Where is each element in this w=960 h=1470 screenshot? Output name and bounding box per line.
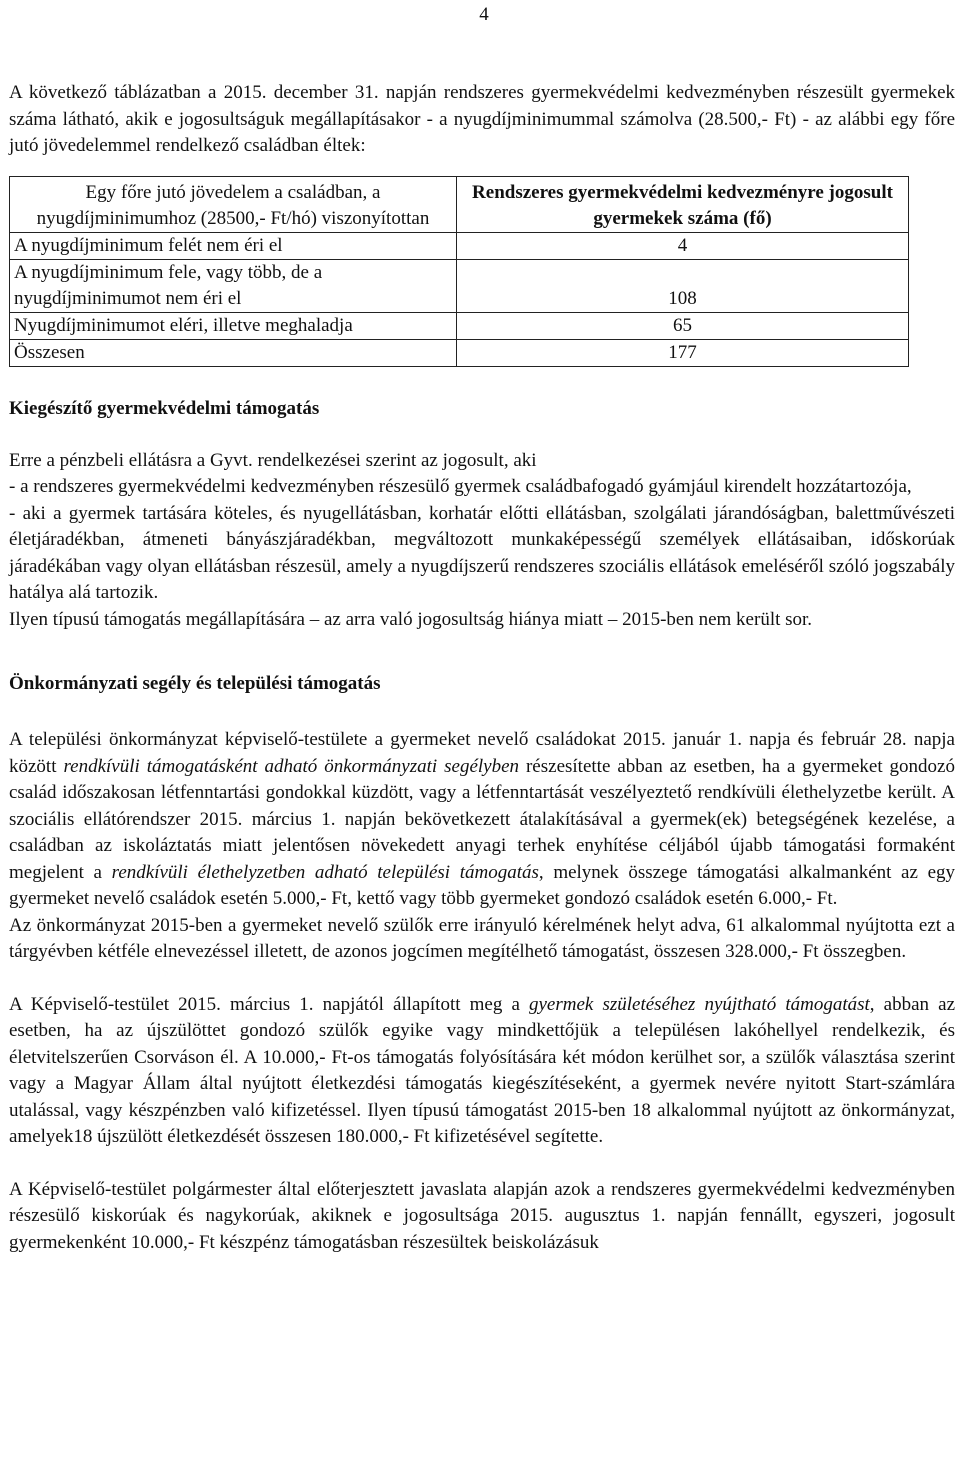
table-row: [10, 312, 909, 339]
eligibility-intro: Erre a pénzbeli ellátásra a Gyvt. rendelkezései szerint az jogosult, aki: [9, 449, 537, 471]
table-header-income: Egy főre jutó jövedelem a családban, a nyugdíjminimumhoz (28500,- Ft/hó) viszonyítottan: [10, 176, 457, 232]
table-row-value: 108: [457, 259, 909, 312]
document-body: [9, 80, 955, 1256]
section-heading-municipal-aid: Önkormányzati segély és települési támogatás: [9, 673, 381, 694]
table-row-total: [10, 339, 909, 366]
table-row-value: 65: [457, 312, 909, 339]
table-row-label: A nyugdíjminimum fele, vagy több, de a nyugdíjminimumot nem éri el: [10, 259, 457, 312]
table-row-label: Nyugdíjminimumot eléri, illetve meghaladja: [10, 312, 457, 339]
emphasis-birth-support: gyermek születéséhez nyújtható támogatást: [529, 993, 870, 1015]
eligibility-item-pension: - aki a gyermek tartására köteles, és nyugellátásban, korhatár előtti ellátásban, szolgálati járandóságban, balettművészeti életjáradékban, átmeneti bányászjáradékban, megváltozott munkaképességű személyek ellátásaiban, időskorúak járadékában vagy olyan ellátásban részesül, amely a nyugdíjszerű rendszeres szociális ellátások emeléséről szóló jogszabály hatálya alá tartozik.: [9, 502, 955, 603]
emphasis-settlement-support: rendkívüli élethelyzetben adható települési támogatás: [111, 861, 539, 883]
table-row: [10, 232, 909, 259]
table-row-label: A nyugdíjminimum felét nem éri el: [10, 232, 457, 259]
birth-support-paragraph: [9, 992, 955, 1151]
table-header-count: Rendszeres gyermekvédelmi kedvezményre jogosult gyermekek száma (fő): [457, 176, 909, 232]
text-run: , melynek összege támogatási alkalmanként az egy gyermeket nevelő családok esetén 5.000,- Ft, kettő vagy több gyermeket gondozó családok esetén 6.000,- Ft.: [9, 861, 955, 909]
table-total-value: 177: [457, 339, 909, 366]
statistics-table-wrapper: [9, 176, 909, 367]
table-total-label: Összesen: [10, 339, 457, 366]
text-run: A települési önkormányzat képviselő-testülete a gyermeket nevelő családokat 2015. január 1. napja és február 28. napja között: [9, 729, 955, 777]
intro-paragraph: A következő táblázatban a 2015. december 31. napján rendszeres gyermekvédelmi kedvezményben részesült gyermekek száma látható, akik e jogosultságuk megállapításakor - a nyugdíjminimummal számolva (28.500,- Ft) - az alábbi egy főre jutó jövedelemmel rendelkező családban éltek:: [9, 82, 955, 156]
table-row: [10, 259, 909, 312]
eligibility-item-guardian: - a rendszeres gyermekvédelmi kedvezményben részesülő gyermek családbafogadó gyámjául kirendelt hozzátartozója,: [9, 476, 912, 497]
table-header-row: [10, 176, 909, 232]
section-heading-supplementary-support: Kiegészítő gyermekvédelmi támogatás: [9, 397, 320, 419]
municipal-aid-paragraph: [9, 727, 955, 913]
text-run: részesítette abban az esetben, ha a gyermeket gondozó család időszakosan létfenntartási gondokkal küzdött, vagy a létfenntartását veszélyeztető rendkívüli élethelyzetbe került. A szociális ellátórendszer 2015. március 1. napján bekövetkezett átalakításával a gyermek(ek) betegségének kezelése, a családban az iskoláztatás miatt jelentősen növekedett anyagi terhek enyhítése céljából újabb támogatási formaként megjelent a: [9, 755, 955, 883]
statistics-table: [9, 176, 909, 367]
municipal-aid-summary: Az önkormányzat 2015-ben a gyermeket nevelő szülők erre irányuló kérelmének helyt adva, 61 alkalommal nyújtotta ezt a tárgyévben kétféle elnevezéssel illetett, de azonos jogcímen megítélhető támogatást, összesen 328.000,- Ft összegben.: [9, 914, 955, 962]
emphasis-extraordinary-aid: rendkívüli támogatásként adható önkormányzati segélyben: [63, 755, 520, 777]
text-run: , abban az esetben, ha az újszülöttet gondozó szülők egyike vagy mindkettőjük a településen lakóhellyel rendelkezik, és életvitelszerűen Csorváson él. A 10.000,- Ft-os támogatás folyósítására két módon kerülhet sor, a szülők választása szerint vagy a Magyar Állam által nyújtott életkezdési támogatás kiegészítéseként, a gyermek nevére nyitott Start-számlára utalással, vagy készpénzben való kifizetéssel. Ilyen típusú támogatást 2015-ben 18 alkalommal nyújtott az önkormányzat, amelyek18 újszülött életkezdését összesen 180.000,- Ft kifizetésével segítette.: [9, 993, 956, 1147]
page-number: 4: [479, 4, 489, 25]
supplementary-support-result: Ilyen típusú támogatás megállapítására – az arra való jogosultság hiánya miatt – 2015-ben nem került sor.: [9, 608, 813, 630]
table-row-value: 4: [457, 232, 909, 259]
school-support-paragraph: A Képviselő-testület polgármester által előterjesztett javaslata alapján azok a rendszeres gyermekvédelmi kedvezményben részesülő kiskorúak és nagykorúak, akiknek e jogosultsága 2015. augusztus 1. napján fennállt, egyszeri, jogosult gyermekenként 10.000,- Ft készpénz támogatásban részesültek beiskolázásuk: [9, 1178, 955, 1253]
text-run: A Képviselő-testület 2015. március 1. napjától állapított meg a: [9, 993, 529, 1015]
